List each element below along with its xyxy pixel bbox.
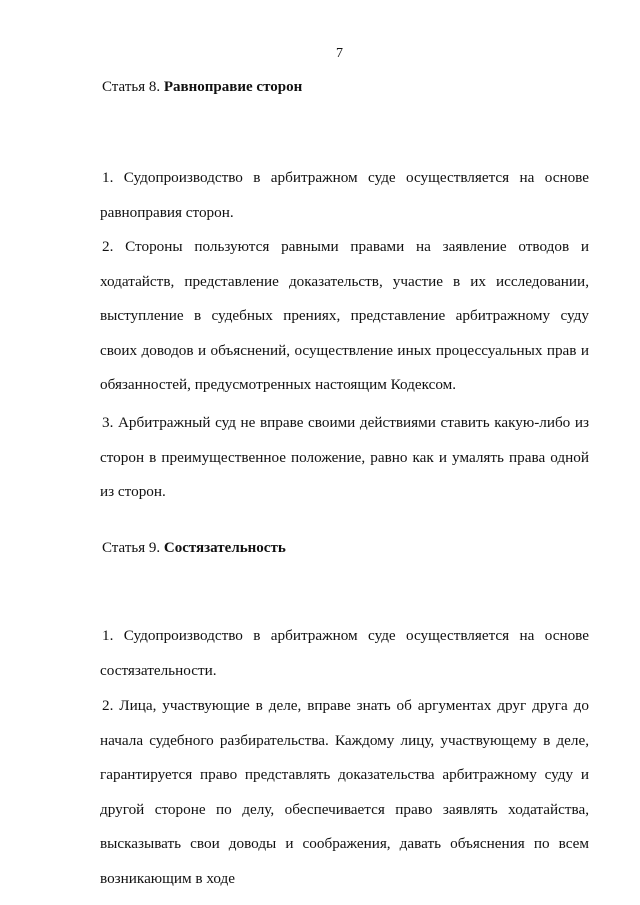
article-9-paragraph-1: 1. Судопроизводство в арбитражном суде осуществляется на основе состязательности. — [100, 627, 589, 679]
article-9-title: Состязательность — [163, 540, 286, 556]
article-8-paragraph-3: 3. Арбитражный суд не вправе своими действиями ставить какую-либо из сторон в преимущественное положение, равно как и умалять права одной из сторон. — [100, 414, 589, 501]
article-8-title: Равноправие сторон — [163, 79, 303, 95]
article-9-prefix: Статья 9. — [102, 540, 161, 556]
article-9-heading — [102, 540, 286, 557]
article-8-paragraph-2: 2. Стороны пользуются равными правами на заявление отводов и ходатайств, представление доказательств, участие в их исследовании, выступление в судебных прениях, представление арбитражному суду своих доводов и объяснений, осуществление иных процессуальных прав и обязанностей, предусмотренных настоящим Кодексом. — [100, 238, 589, 394]
article-8-heading — [102, 79, 302, 96]
article-8-paragraph-1: 1. Судопроизводство в арбитражном суде осуществляется на основе равноправия сторон. — [100, 169, 589, 221]
article-8-prefix: Статья 8. — [102, 79, 161, 95]
article-9-paragraph-2: 2. Лица, участвующие в деле, вправе знать об аргументах друг друга до начала судебного разбирательства. Каждому лицу, участвующему в деле, гарантируется право представлять доказательства арбитражному суду и другой стороне по делу, обеспечивается право заявлять ходатайства, высказывать свои доводы и соображения, давать объяснения по всем возникающим в ходе — [100, 697, 589, 887]
page-number: 7 — [336, 46, 343, 61]
